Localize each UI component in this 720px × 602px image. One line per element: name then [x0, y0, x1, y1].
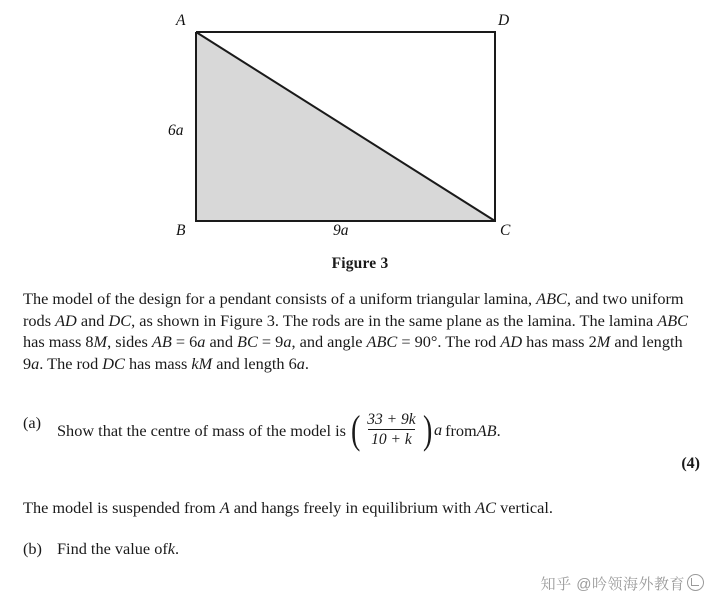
- ref-BC-1: BC: [237, 332, 258, 351]
- side-label-vertical: 6a: [168, 122, 184, 139]
- ref-AD-1: AD: [55, 310, 77, 330]
- vertex-label-D: D: [498, 12, 510, 29]
- symbol-a-2: a: [283, 332, 292, 351]
- watermark: [541, 572, 704, 594]
- question-a-text-before: Show that the centre of mass of the model is: [57, 421, 346, 440]
- fraction-denominator: 10 + k: [368, 429, 415, 448]
- symbol-kM: kM: [191, 353, 213, 373]
- question-b: [23, 538, 699, 559]
- intro-text-8: , sides: [107, 332, 152, 351]
- intro-text-20: .: [304, 353, 309, 373]
- question-a-label: (a): [23, 413, 42, 432]
- vertex-label-A: A: [176, 12, 186, 29]
- intro-text-19: and length 6: [212, 353, 297, 373]
- left-paren: (: [350, 406, 361, 452]
- intro-text-17: . The rod: [39, 353, 103, 373]
- watermark-logo-icon: [687, 574, 704, 591]
- intro-text-11: = 9: [257, 332, 284, 351]
- ref-DC-1: DC: [108, 310, 132, 330]
- intro-paragraph: [23, 288, 699, 374]
- question-b-period: .: [175, 539, 180, 558]
- intro-text-18: has mass: [124, 353, 192, 373]
- fraction-numerator: 33 + 9k: [367, 411, 416, 428]
- figure-3-diagram: [0, 0, 720, 272]
- ref-AC-1: AC: [475, 498, 496, 517]
- intro-text-10: and: [205, 332, 238, 351]
- vertex-label-C: C: [500, 222, 511, 239]
- intro-text-6: lamina. The lamina: [527, 310, 658, 330]
- intro-text-2: , and: [566, 289, 599, 308]
- marks-a: (4): [681, 455, 700, 472]
- ref-A-1: A: [219, 498, 230, 517]
- symbol-M-2: M: [596, 332, 611, 351]
- intro-text-15: has mass 2: [522, 332, 597, 351]
- symbol-a-1: a: [197, 332, 206, 351]
- question-a-period: .: [496, 421, 501, 440]
- symbol-k: k: [167, 539, 176, 558]
- intro-text-14: The rod: [445, 332, 501, 351]
- intro-text-7: has mass 8: [23, 332, 94, 351]
- question-a: [23, 406, 699, 452]
- ref-AD-2: AD: [500, 332, 523, 351]
- intro-text-5: , as shown in Figure 3. The rods are in the same plane as the: [131, 310, 524, 330]
- intro-text-16: and length 9: [23, 332, 683, 373]
- ref-AB-1: AB: [151, 332, 172, 351]
- suspend-text-1: The model is suspended from: [23, 498, 220, 517]
- suspension-paragraph: [23, 497, 699, 519]
- intro-text-3: two uniform rods: [23, 289, 684, 330]
- vertex-label-B: B: [176, 222, 186, 239]
- ref-ABC-1: ABC: [536, 289, 567, 308]
- intro-text-9: = 6: [171, 332, 198, 351]
- intro-text-13: = 90°.: [397, 332, 442, 351]
- ref-DC-2: DC: [102, 353, 125, 373]
- ref-AB-2: AB: [476, 421, 497, 440]
- side-label-horizontal: 9a: [333, 222, 349, 239]
- fraction-multiplier-a: a: [433, 420, 443, 439]
- symbol-a-3: a: [31, 353, 40, 373]
- symbol-a-4: a: [296, 353, 305, 373]
- intro-text-1: The model of the design for a pendant consists of a uniform triangular lamina,: [23, 289, 537, 308]
- symbol-M-1: M: [93, 332, 108, 351]
- watermark-text: 知乎 @吟领海外教育: [540, 576, 685, 593]
- question-a-text-after: from: [445, 421, 477, 440]
- ref-ABC-3: ABC: [366, 332, 398, 351]
- figure-caption: Figure 3: [331, 255, 389, 272]
- question-b-label: (b): [23, 539, 42, 558]
- right-paren: ): [422, 406, 432, 452]
- intro-text-4: and: [76, 310, 109, 330]
- figure-graphic: [0, 0, 720, 250]
- suspend-text-3: vertical.: [496, 498, 553, 517]
- intro-text-12: , and angle: [291, 332, 367, 351]
- suspend-text-2: and hangs freely in equilibrium with: [229, 498, 476, 517]
- fraction-expression: [349, 406, 443, 452]
- ref-ABC-2: ABC: [657, 310, 689, 330]
- question-b-text-before: Find the value of: [57, 539, 168, 558]
